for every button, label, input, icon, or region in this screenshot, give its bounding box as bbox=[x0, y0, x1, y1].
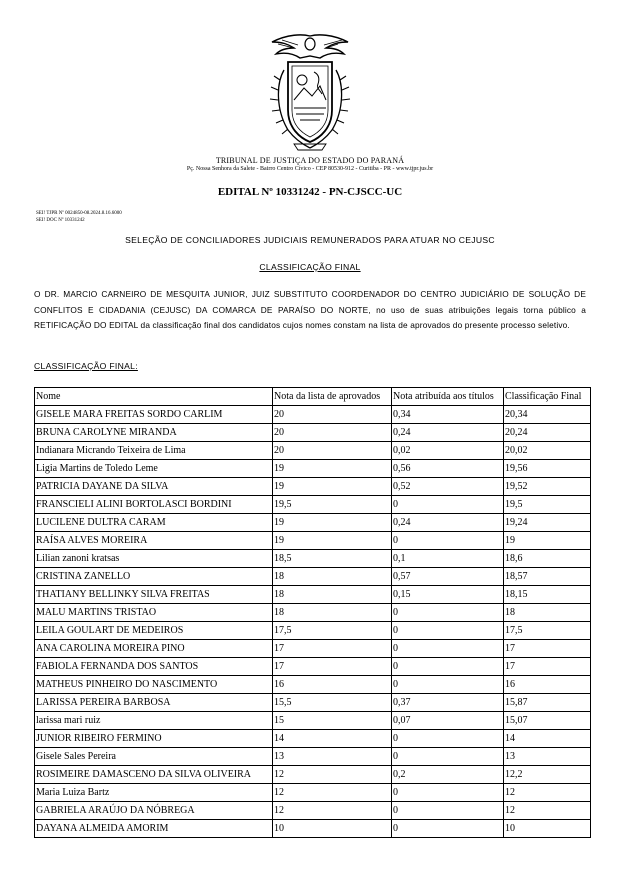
list-title: CLASSIFICAÇÃO FINAL: bbox=[34, 361, 138, 371]
cell-nota-aprovados: 12 bbox=[273, 784, 392, 802]
table-row bbox=[35, 802, 591, 820]
cell-nota-aprovados: 20 bbox=[273, 442, 392, 460]
cell-classificacao-final: 16 bbox=[504, 676, 591, 694]
cell-nota-titulos: 0,24 bbox=[392, 424, 504, 442]
cell-nota-titulos: 0 bbox=[392, 658, 504, 676]
cell-classificacao-final: 20,34 bbox=[504, 406, 591, 424]
cell-classificacao-final: 18 bbox=[504, 604, 591, 622]
cell-nome: CRISTINA ZANELLO bbox=[35, 568, 273, 586]
cell-nome: ROSIMEIRE DAMASCENO DA SILVA OLIVEIRA bbox=[35, 766, 273, 784]
cell-nome: FRANSCIELI ALINI BORTOLASCI BORDINI bbox=[35, 496, 273, 514]
cell-nome: LEILA GOULART DE MEDEIROS bbox=[35, 622, 273, 640]
cell-classificacao-final: 18,57 bbox=[504, 568, 591, 586]
cell-nome: Gisele Sales Pereira bbox=[35, 748, 273, 766]
cell-nome: Maria Luiza Bartz bbox=[35, 784, 273, 802]
cell-nome: DAYANA ALMEIDA AMORIM bbox=[35, 820, 273, 838]
cell-classificacao-final: 19,56 bbox=[504, 460, 591, 478]
cell-nota-titulos: 0 bbox=[392, 820, 504, 838]
cell-nota-aprovados: 18,5 bbox=[273, 550, 392, 568]
cell-nota-aprovados: 17,5 bbox=[273, 622, 392, 640]
table-row bbox=[35, 676, 591, 694]
cell-classificacao-final: 14 bbox=[504, 730, 591, 748]
cell-nota-titulos: 0,37 bbox=[392, 694, 504, 712]
cell-nota-titulos: 0,02 bbox=[392, 442, 504, 460]
cell-nota-titulos: 0 bbox=[392, 622, 504, 640]
cell-nota-titulos: 0,57 bbox=[392, 568, 504, 586]
cell-nota-aprovados: 16 bbox=[273, 676, 392, 694]
cell-nome: FABIOLA FERNANDA DOS SANTOS bbox=[35, 658, 273, 676]
cell-classificacao-final: 13 bbox=[504, 748, 591, 766]
table-row bbox=[35, 766, 591, 784]
table-row bbox=[35, 748, 591, 766]
table-row bbox=[35, 586, 591, 604]
sei-document-number: SEI! DOC Nº 10331242 bbox=[36, 218, 85, 223]
table-row bbox=[35, 550, 591, 568]
table-row bbox=[35, 640, 591, 658]
court-name: TRIBUNAL DE JUSTIÇA DO ESTADO DO PARANÁ bbox=[215, 156, 405, 165]
cell-nota-aprovados: 15,5 bbox=[273, 694, 392, 712]
header-classificacao-final: Classificação Final bbox=[504, 388, 591, 406]
cell-nota-aprovados: 18 bbox=[273, 586, 392, 604]
header-nota-titulos: Nota atribuída aos títulos bbox=[392, 388, 504, 406]
cell-nome: LARISSA PEREIRA BARBOSA bbox=[35, 694, 273, 712]
cell-nota-aprovados: 19 bbox=[273, 514, 392, 532]
cell-nota-aprovados: 10 bbox=[273, 820, 392, 838]
cell-nome: GISELE MARA FREITAS SORDO CARLIM bbox=[35, 406, 273, 424]
cell-nota-titulos: 0,56 bbox=[392, 460, 504, 478]
cell-nota-aprovados: 19 bbox=[273, 478, 392, 496]
cell-nota-aprovados: 12 bbox=[273, 802, 392, 820]
cell-classificacao-final: 20,24 bbox=[504, 424, 591, 442]
cell-nota-aprovados: 20 bbox=[273, 424, 392, 442]
table-row bbox=[35, 694, 591, 712]
cell-nome: Lilian zanoni kratsas bbox=[35, 550, 273, 568]
cell-classificacao-final: 17 bbox=[504, 658, 591, 676]
cell-nota-aprovados: 19 bbox=[273, 532, 392, 550]
cell-nota-titulos: 0 bbox=[392, 802, 504, 820]
table-row bbox=[35, 460, 591, 478]
cell-nota-aprovados: 15 bbox=[273, 712, 392, 730]
cell-classificacao-final: 19,5 bbox=[504, 496, 591, 514]
table-header-row bbox=[35, 388, 591, 406]
cell-nome: Indianara Micrando Teixeira de Lima bbox=[35, 442, 273, 460]
table-row bbox=[35, 442, 591, 460]
table-row bbox=[35, 622, 591, 640]
table-row bbox=[35, 604, 591, 622]
cell-nota-titulos: 0,1 bbox=[392, 550, 504, 568]
cell-classificacao-final: 15,87 bbox=[504, 694, 591, 712]
cell-nome: larissa mari ruiz bbox=[35, 712, 273, 730]
parana-coat-of-arms-icon bbox=[258, 30, 362, 154]
table-row bbox=[35, 784, 591, 802]
header-nome: Nome bbox=[35, 388, 273, 406]
cell-nota-aprovados: 17 bbox=[273, 640, 392, 658]
cell-nome: BRUNA CAROLYNE MIRANDA bbox=[35, 424, 273, 442]
cell-nota-aprovados: 18 bbox=[273, 568, 392, 586]
body-paragraph: O DR. MARCIO CARNEIRO DE MESQUITA JUNIOR, JUIZ SUBSTITUTO COORDENADOR DO CENTRO JUDICIÁRIO DE SOLUÇÃO DE CONFLITOS E CIDADANIA (CEJUSC) DA COMARCA DE PARAÍSO DO NORTE, no uso de suas atribuições legais torna público a RETIFICAÇÃO DO EDITAL da classificação final dos candidatos cujos nomes constam na lista de aprovados do presente processo seletivo. bbox=[34, 289, 586, 330]
cell-nome: JUNIOR RIBEIRO FERMINO bbox=[35, 730, 273, 748]
cell-nota-titulos: 0 bbox=[392, 604, 504, 622]
cell-nota-titulos: 0,07 bbox=[392, 712, 504, 730]
cell-nota-titulos: 0 bbox=[392, 784, 504, 802]
cell-nota-titulos: 0 bbox=[392, 532, 504, 550]
cell-classificacao-final: 10 bbox=[504, 820, 591, 838]
cell-nome: THATIANY BELLINKY SILVA FREITAS bbox=[35, 586, 273, 604]
cell-classificacao-final: 12 bbox=[504, 802, 591, 820]
cell-nota-aprovados: 17 bbox=[273, 658, 392, 676]
cell-nota-aprovados: 19 bbox=[273, 460, 392, 478]
cell-nome: LUCILENE DULTRA CARAM bbox=[35, 514, 273, 532]
cell-nome: Ligia Martins de Toledo Leme bbox=[35, 460, 273, 478]
cell-classificacao-final: 17 bbox=[504, 640, 591, 658]
document-subject: SELEÇÃO DE CONCILIADORES JUDICIAIS REMUNERADOS PARA ATUAR NO CEJUSC bbox=[125, 235, 495, 245]
cell-nome: MALU MARTINS TRISTAO bbox=[35, 604, 273, 622]
cell-nome: GABRIELA ARAÚJO DA NÓBREGA bbox=[35, 802, 273, 820]
section-title: CLASSIFICAÇÃO FINAL bbox=[259, 262, 361, 272]
cell-nome: ANA CAROLINA MOREIRA PINO bbox=[35, 640, 273, 658]
cell-classificacao-final: 19,52 bbox=[504, 478, 591, 496]
cell-classificacao-final: 12 bbox=[504, 784, 591, 802]
table-row bbox=[35, 496, 591, 514]
sei-process-number: SEI! TJPR Nº 0024850-08.2024.8.16.6000 bbox=[36, 211, 122, 216]
cell-nota-titulos: 0 bbox=[392, 730, 504, 748]
cell-classificacao-final: 19,24 bbox=[504, 514, 591, 532]
cell-nota-aprovados: 18 bbox=[273, 604, 392, 622]
table-row bbox=[35, 406, 591, 424]
cell-nome: MATHEUS PINHEIRO DO NASCIMENTO bbox=[35, 676, 273, 694]
table-row bbox=[35, 478, 591, 496]
cell-nota-titulos: 0 bbox=[392, 496, 504, 514]
cell-classificacao-final: 17,5 bbox=[504, 622, 591, 640]
table-row bbox=[35, 514, 591, 532]
cell-classificacao-final: 15,07 bbox=[504, 712, 591, 730]
table-row bbox=[35, 658, 591, 676]
cell-nome: PATRICIA DAYANE DA SILVA bbox=[35, 478, 273, 496]
cell-nota-titulos: 0 bbox=[392, 640, 504, 658]
cell-nota-titulos: 0,52 bbox=[392, 478, 504, 496]
cell-nome: RAÍSA ALVES MOREIRA bbox=[35, 532, 273, 550]
table-row bbox=[35, 568, 591, 586]
cell-nota-titulos: 0,15 bbox=[392, 586, 504, 604]
table-row bbox=[35, 424, 591, 442]
court-address: Pç. Nossa Senhora da Salete - Bairro Centro Cívico - CEP 80530-912 - Curitiba - PR - www.tjpr.jus.br bbox=[186, 166, 434, 172]
header-nota-aprovados: Nota da lista de aprovados bbox=[273, 388, 392, 406]
cell-classificacao-final: 12,2 bbox=[504, 766, 591, 784]
cell-classificacao-final: 20,02 bbox=[504, 442, 591, 460]
classification-table bbox=[34, 387, 591, 838]
table-row bbox=[35, 730, 591, 748]
cell-nota-aprovados: 12 bbox=[273, 766, 392, 784]
cell-nota-aprovados: 19,5 bbox=[273, 496, 392, 514]
table-row bbox=[35, 532, 591, 550]
edital-title: EDITAL Nº 10331242 - PN-CJSCC-UC bbox=[217, 186, 403, 198]
table-row bbox=[35, 712, 591, 730]
cell-nota-titulos: 0 bbox=[392, 748, 504, 766]
cell-nota-aprovados: 14 bbox=[273, 730, 392, 748]
cell-nota-titulos: 0 bbox=[392, 676, 504, 694]
table-row bbox=[35, 820, 591, 838]
cell-classificacao-final: 19 bbox=[504, 532, 591, 550]
cell-classificacao-final: 18,6 bbox=[504, 550, 591, 568]
cell-classificacao-final: 18,15 bbox=[504, 586, 591, 604]
cell-nota-titulos: 0,2 bbox=[392, 766, 504, 784]
cell-nota-titulos: 0,34 bbox=[392, 406, 504, 424]
cell-nota-aprovados: 20 bbox=[273, 406, 392, 424]
cell-nota-aprovados: 13 bbox=[273, 748, 392, 766]
cell-nota-titulos: 0,24 bbox=[392, 514, 504, 532]
